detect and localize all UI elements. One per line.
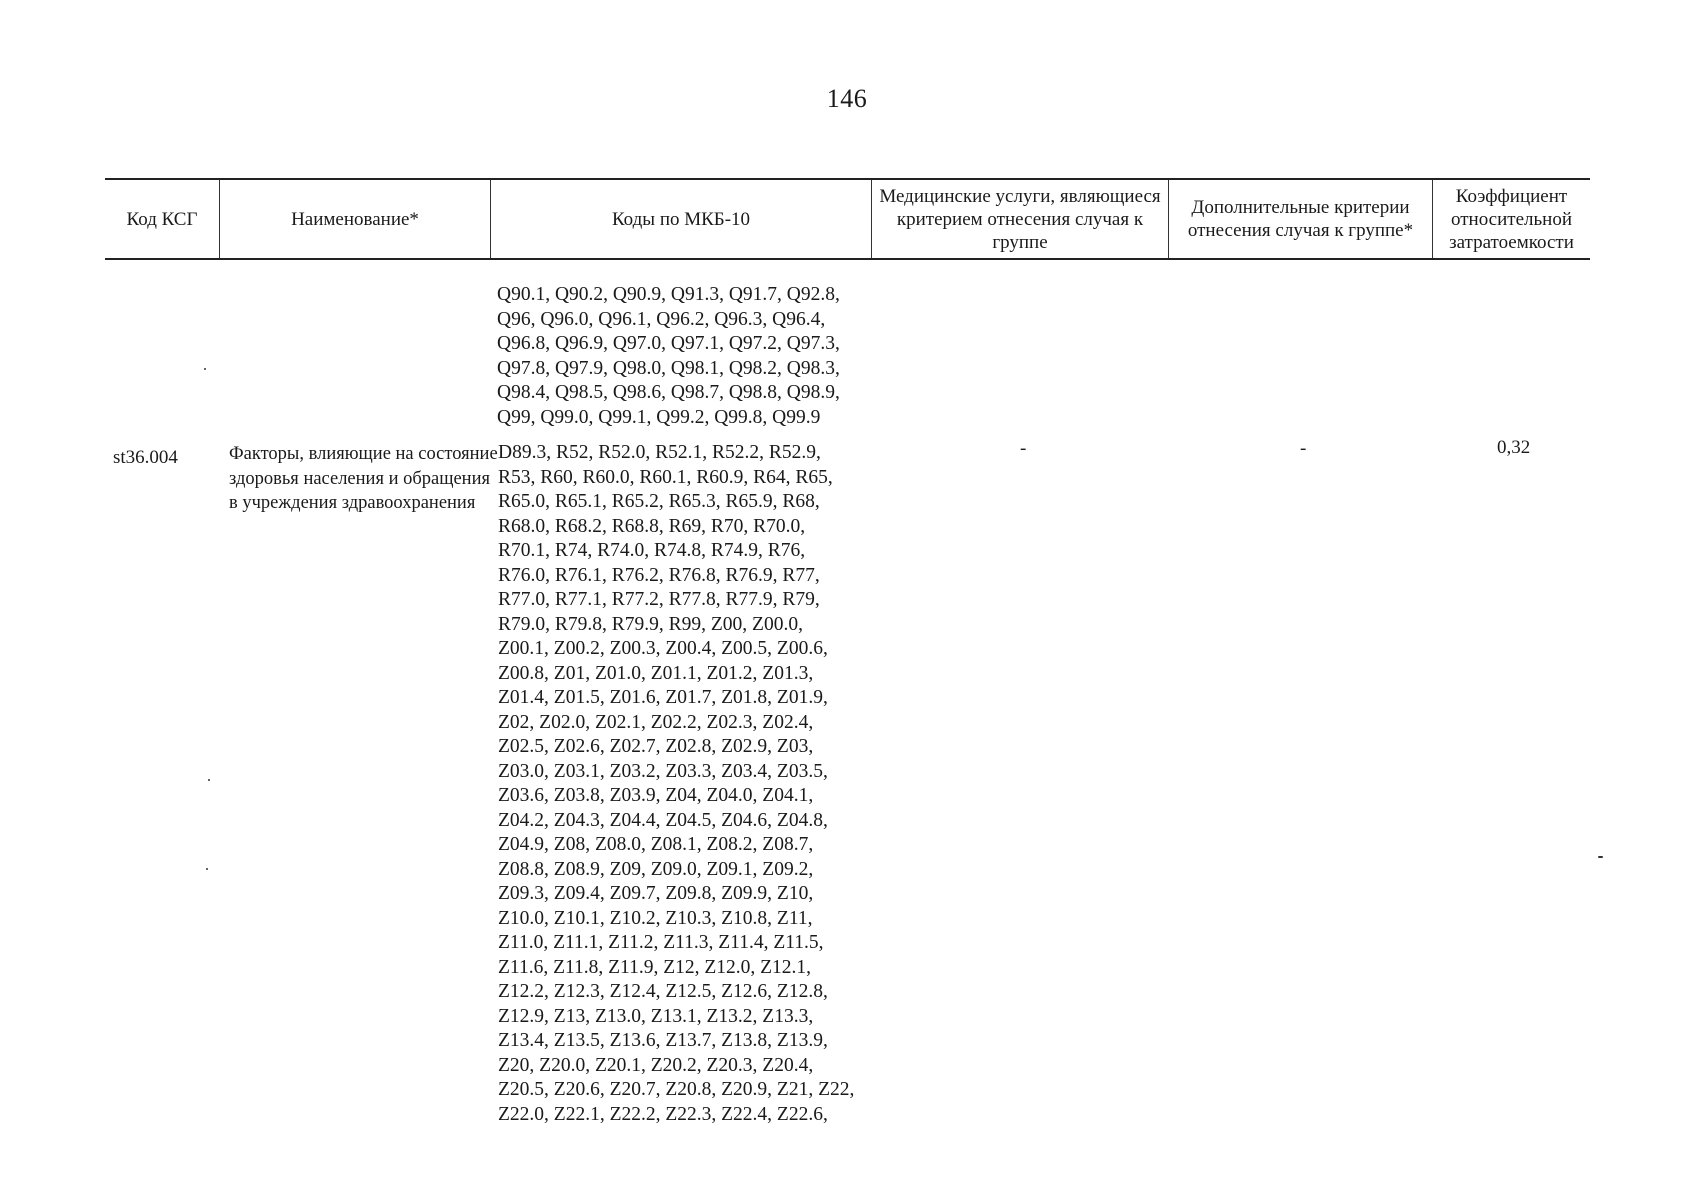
- code-line: Z03.6, Z03.8, Z03.9, Z04, Z04.0, Z04.1,: [498, 785, 814, 806]
- code-line: Z10.0, Z10.1, Z10.2, Z10.3, Z10.8, Z11,: [498, 907, 813, 929]
- code-line: Q98.4, Q98.5, Q98.6, Q98.7, Q98.8, Q98.9,: [497, 382, 840, 403]
- row-ksg-code: st36.004: [113, 447, 178, 468]
- code-line: Z04.2, Z04.3, Z04.4, Z04.5, Z04.6, Z04.8,: [498, 809, 828, 831]
- code-line: Z11.6, Z11.8, Z11.9, Z12, Z12.0, Z12.1,: [498, 956, 812, 978]
- header-ksg-code: Код КСГ: [105, 180, 220, 258]
- code-line: Z12.2, Z12.3, Z12.4, Z12.5, Z12.6, Z12.8,: [498, 981, 828, 1002]
- code-line: R65.0, R65.1, R65.2, R65.3, R65.9, R68,: [498, 491, 820, 512]
- continuation-codes-cell: [497, 283, 840, 430]
- code-line: Z09.3, Z09.4, Z09.7, Z09.8, Z09.9, Z10,: [498, 883, 814, 904]
- row-coefficient: 0,32: [1497, 437, 1531, 458]
- scan-speck: [206, 868, 208, 870]
- code-line: Z00.1, Z00.2, Z00.3, Z00.4, Z00.5, Z00.6,: [498, 638, 828, 659]
- code-line: Z08.8, Z08.9, Z09, Z09.0, Z09.1, Z09.2,: [498, 858, 814, 880]
- header-icd-codes: Коды по МКБ-10: [491, 180, 872, 258]
- code-line: Z11.0, Z11.1, Z11.2, Z11.3, Z11.4, Z11.5,: [498, 932, 824, 953]
- code-line: R53, R60, R60.0, R60.1, R60.9, R64, R65,: [498, 466, 833, 488]
- code-line: Z01.4, Z01.5, Z01.6, Z01.7, Z01.8, Z01.9,: [498, 687, 828, 708]
- code-line: Z00.8, Z01, Z01.0, Z01.1, Z01.2, Z01.3,: [498, 662, 814, 684]
- code-line: R79.0, R79.8, R79.9, R99, Z00, Z00.0,: [498, 613, 803, 635]
- code-line: D89.3, R52, R52.0, R52.1, R52.2, R52.9,: [498, 442, 821, 463]
- code-line: Z20.5, Z20.6, Z20.7, Z20.8, Z20.9, Z21, Z22,: [498, 1079, 855, 1100]
- code-line: R77.0, R77.1, R77.2, R77.8, R77.9, R79,: [498, 589, 820, 610]
- code-line: Z12.9, Z13, Z13.0, Z13.1, Z13.2, Z13.3,: [498, 1005, 814, 1027]
- code-line: Q97.8, Q97.9, Q98.0, Q98.1, Q98.2, Q98.3,: [497, 357, 840, 379]
- code-line: R68.0, R68.2, R68.8, R69, R70, R70.0,: [498, 515, 806, 537]
- code-line: Z22.0, Z22.1, Z22.2, Z22.3, Z22.4, Z22.6,: [498, 1103, 828, 1125]
- code-line: Z20, Z20.0, Z20.1, Z20.2, Z20.3, Z20.4,: [498, 1054, 814, 1076]
- code-line: R70.1, R74, R74.0, R74.8, R74.9, R76,: [498, 540, 806, 561]
- scan-speck: [204, 368, 206, 370]
- header-additional-criteria: Дополнительные критерии отнесения случая к группе*: [1169, 180, 1433, 258]
- row-additional-criteria: -: [1300, 438, 1307, 459]
- code-line: Z13.4, Z13.5, Z13.6, Z13.7, Z13.8, Z13.9,: [498, 1030, 828, 1051]
- row-name: Факторы, влияющие на состояние здоровья населения и обращения в учреждения здравоохранения: [229, 444, 498, 513]
- code-line: Z02, Z02.0, Z02.1, Z02.2, Z02.3, Z02.4,: [498, 711, 814, 733]
- row-icd-codes-cell: [498, 441, 854, 1127]
- code-line: Q99, Q99.0, Q99.1, Q99.2, Q99.8, Q99.9: [497, 406, 821, 428]
- code-line: Q96, Q96.0, Q96.1, Q96.2, Q96.3, Q96.4,: [497, 308, 826, 330]
- code-line: Q96.8, Q96.9, Q97.0, Q97.1, Q97.2, Q97.3,: [497, 333, 840, 354]
- code-line: R76.0, R76.1, R76.2, R76.8, R76.9, R77,: [498, 564, 820, 586]
- code-line: Z03.0, Z03.1, Z03.2, Z03.3, Z03.4, Z03.5,: [498, 760, 828, 782]
- header-coefficient: Коэффициент относительной затратоемкости: [1449, 185, 1574, 253]
- page-number: 146: [826, 84, 868, 113]
- code-line: Z02.5, Z02.6, Z02.7, Z02.8, Z02.9, Z03,: [498, 736, 814, 757]
- code-line: Q90.1, Q90.2, Q90.9, Q91.3, Q91.7, Q92.8,: [497, 284, 840, 305]
- header-name: Наименование*: [220, 180, 491, 258]
- scan-speck: [208, 779, 210, 781]
- table-header: [105, 178, 1590, 260]
- row-medical-services: -: [1020, 438, 1027, 459]
- header-medical-services: Медицинские услуги, являющиеся критерием отнесения случая к группе: [872, 180, 1169, 258]
- code-line: Z04.9, Z08, Z08.0, Z08.1, Z08.2, Z08.7,: [498, 834, 814, 855]
- scan-speck: [1598, 856, 1603, 858]
